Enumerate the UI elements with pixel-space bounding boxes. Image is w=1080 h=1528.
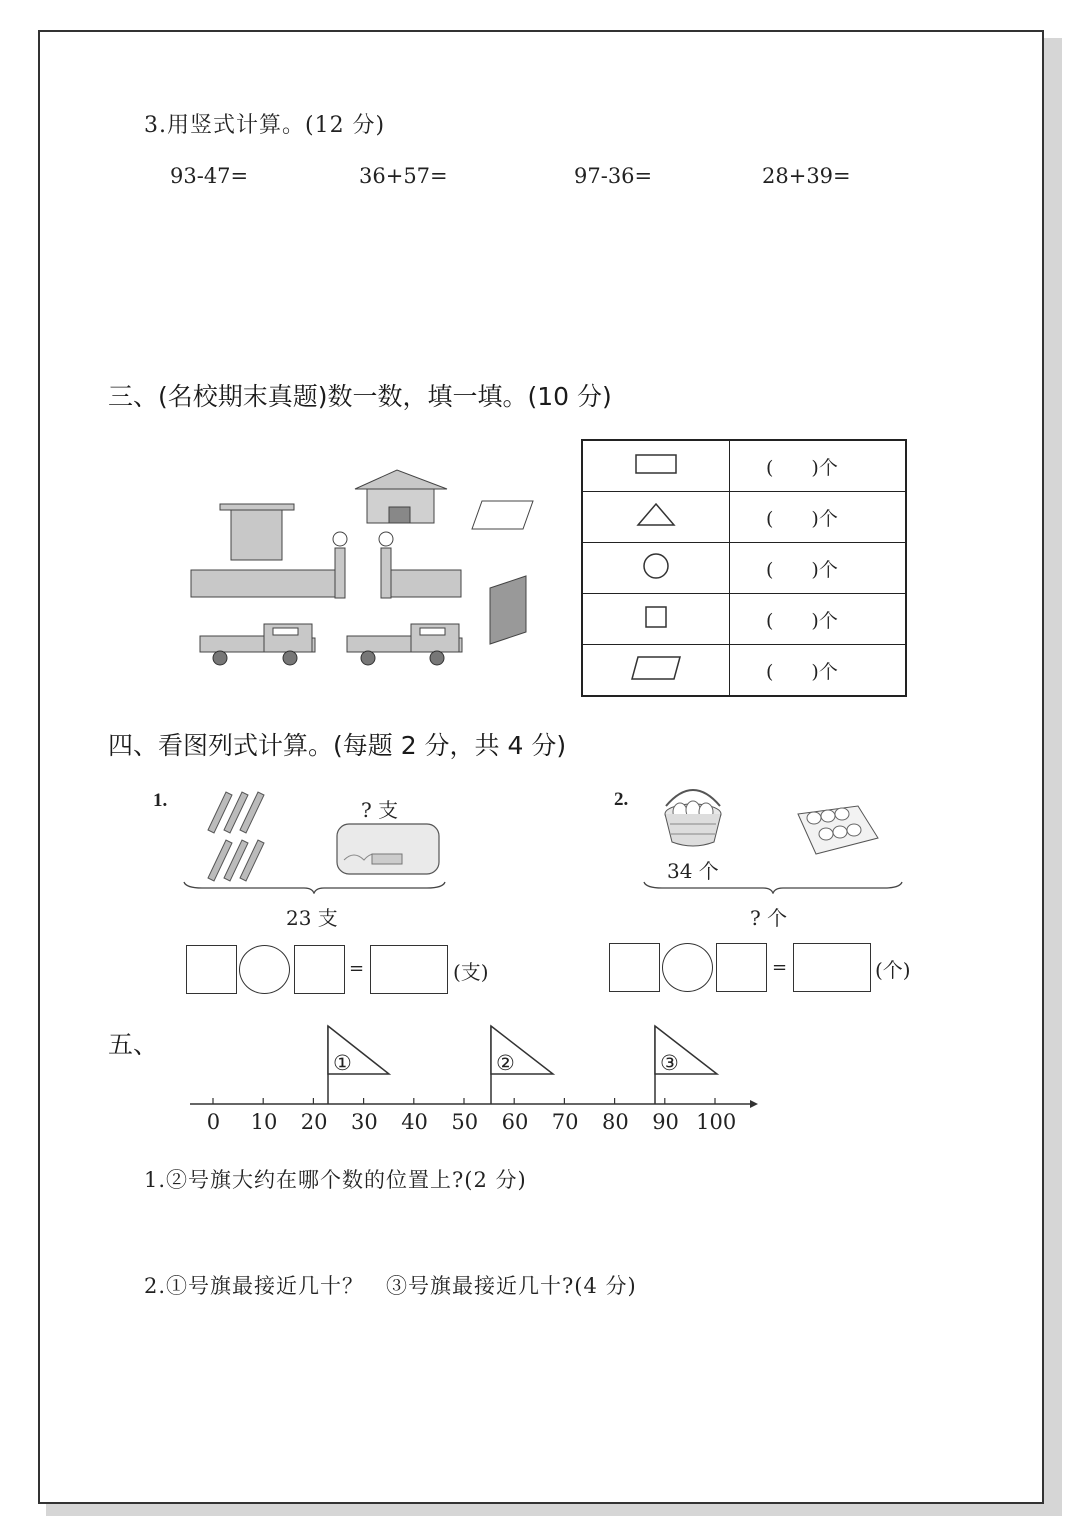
- answer-box-3[interactable]: [793, 943, 871, 992]
- tick-label: 20: [300, 1110, 328, 1134]
- tick-label: 80: [602, 1110, 629, 1134]
- problem2-known-label: 34 个: [667, 859, 719, 883]
- equals-sign: =: [772, 957, 788, 978]
- table-row: [582, 440, 906, 492]
- brace-total: [182, 880, 447, 894]
- equals-sign: =: [349, 958, 365, 979]
- problem1-unknown-label: ? 支: [361, 798, 399, 822]
- answer-blank[interactable]: ( )个: [730, 645, 907, 697]
- triangle-icon: [582, 492, 730, 543]
- section5-question-2: 2.①号旗最接近几十？ ③号旗最接近几十?(4 分): [144, 1274, 637, 1298]
- section5-question-1: 1.②号旗大约在哪个数的位置上?(2 分): [144, 1168, 527, 1192]
- tick-label: 40: [401, 1110, 428, 1134]
- answer-blank[interactable]: ( )个: [730, 594, 907, 645]
- problem1-total-label: 23 支: [286, 906, 338, 930]
- table-row: [582, 543, 906, 594]
- answer-box-2[interactable]: [716, 943, 767, 992]
- shapes-picture: [180, 462, 550, 672]
- count-table: [581, 439, 907, 697]
- pencil-case-icon: [334, 820, 444, 878]
- worksheet-page: [38, 30, 1044, 1504]
- answer-box-1[interactable]: [609, 943, 660, 992]
- circle-icon: [582, 543, 730, 594]
- tick-label: 70: [551, 1110, 579, 1134]
- egg-basket-icon: [658, 784, 728, 854]
- flag-1-label: ①: [333, 1051, 352, 1075]
- section3-heading: 三、(名校期末真题)数一数，填一填。(10 分): [108, 382, 612, 411]
- table-row: [582, 594, 906, 645]
- equation-1: 93-47=: [170, 164, 249, 188]
- tick-label: 50: [451, 1110, 479, 1134]
- square-icon: [582, 594, 730, 645]
- tick-label: 30: [351, 1110, 378, 1134]
- answer-blank[interactable]: ( )个: [730, 543, 907, 594]
- answer-blank[interactable]: ( )个: [730, 440, 907, 492]
- tick-label: 90: [652, 1110, 679, 1134]
- tick-label: 60: [501, 1110, 529, 1134]
- tick-label: 100: [696, 1110, 737, 1134]
- problem2-number: 2.: [614, 789, 629, 810]
- egg-carton-icon: [792, 800, 882, 860]
- parallelogram-icon: [582, 645, 730, 697]
- problem1-number: 1.: [153, 790, 168, 811]
- q3-title: 3.用竖式计算。(12 分): [144, 113, 386, 138]
- problem1-unit: (支): [453, 960, 489, 984]
- operator-circle-1[interactable]: [239, 945, 290, 994]
- tick-label: 10: [250, 1110, 278, 1134]
- equation-2: 36+57=: [359, 164, 448, 188]
- flag-2-label: ②: [496, 1051, 515, 1075]
- answer-box-2[interactable]: [294, 945, 345, 994]
- tick-label: 0: [206, 1110, 221, 1134]
- brace-total: [642, 880, 904, 894]
- pencils-icon: [202, 784, 282, 884]
- section5-heading: 五、: [108, 1030, 159, 1059]
- flag-3-label: ③: [660, 1051, 679, 1075]
- answer-box-1[interactable]: [186, 945, 237, 994]
- section4-heading: 四、看图列式计算。(每题 2 分，共 4 分): [108, 731, 567, 760]
- operator-circle-1[interactable]: [662, 943, 713, 992]
- equation-3: 97-36=: [574, 164, 653, 188]
- equation-4: 28+39=: [762, 164, 851, 188]
- answer-box-3[interactable]: [370, 945, 448, 994]
- problem2-total-label: ? 个: [750, 906, 788, 930]
- rectangle-icon: [582, 440, 730, 492]
- answer-blank[interactable]: ( )个: [730, 492, 907, 543]
- table-row: [582, 645, 906, 697]
- table-row: [582, 492, 906, 543]
- problem2-unit: (个): [875, 958, 911, 982]
